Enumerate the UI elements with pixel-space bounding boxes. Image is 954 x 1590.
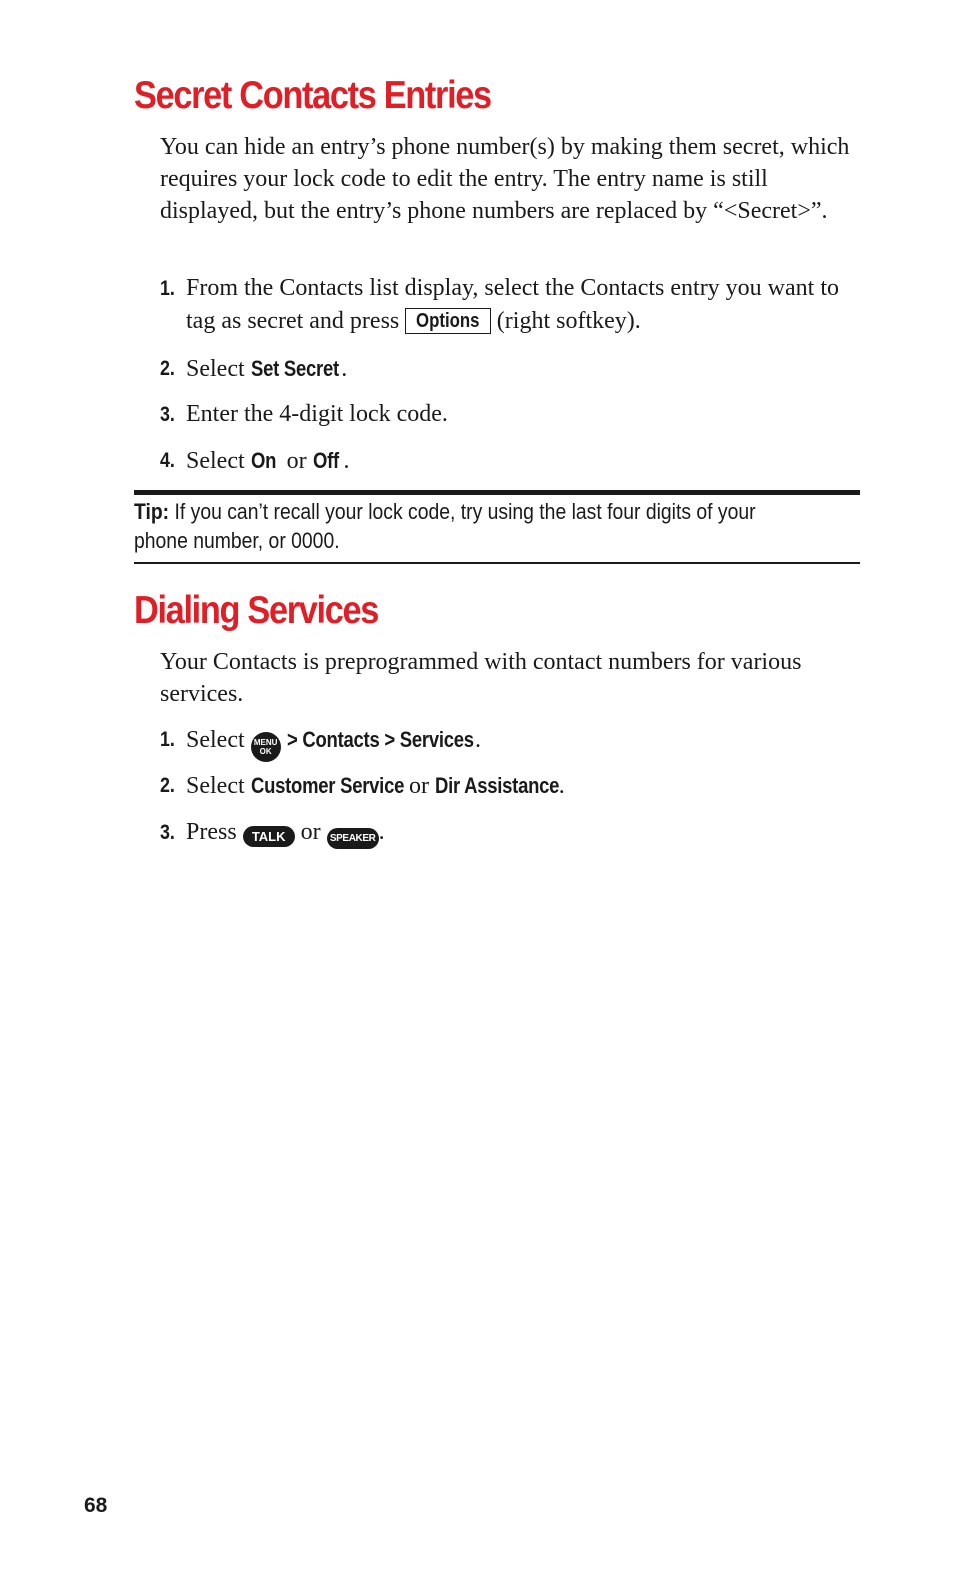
step-1-set-secret bbox=[160, 272, 860, 338]
step-4-set-secret bbox=[160, 444, 860, 478]
step-3-dialing bbox=[160, 816, 860, 849]
step-2-set-secret bbox=[160, 352, 860, 386]
section-title-dialing-services: Dialing Services bbox=[134, 589, 379, 632]
step-1-dialing bbox=[160, 723, 860, 762]
section-intro-dialing-services: Your Contacts is preprogrammed with contact numbers for various services. bbox=[160, 649, 802, 707]
step-number: 2. bbox=[160, 357, 175, 380]
menu-key-top-label: MENU bbox=[253, 738, 278, 747]
tip-top-rule bbox=[134, 490, 860, 495]
step-text: Enter the 4-digit lock code. bbox=[186, 401, 448, 427]
tip-text: If you can’t recall your lock code, try using the last four digits of your phone number, or 0000. bbox=[134, 499, 756, 553]
step-text-mid: or bbox=[286, 448, 307, 474]
step-text-post: (right softkey). bbox=[496, 308, 641, 334]
step-number: 2. bbox=[160, 774, 175, 797]
step-text bbox=[186, 352, 860, 386]
step-text-mid: or bbox=[408, 773, 429, 799]
page-number: 68 bbox=[84, 1494, 108, 1517]
step-text bbox=[186, 816, 860, 849]
step-2-dialing bbox=[160, 769, 860, 803]
menu-key-bottom-label: OK bbox=[259, 747, 272, 756]
tip-box bbox=[134, 497, 803, 555]
menu-option-dir-assistance: Dir Assistance bbox=[434, 773, 560, 798]
step-text-post: . bbox=[378, 819, 385, 845]
tip-label: Tip: bbox=[134, 499, 170, 524]
step-text-mid: or bbox=[300, 819, 321, 845]
speaker-key-icon: SPEAKER bbox=[327, 828, 379, 849]
step-number: 3. bbox=[160, 821, 175, 844]
section-intro-secret-contacts: You can hide an entry’s phone number(s) by making them secret, which requires your lock code to edit the entry. The entry name is still displayed, but the entry’s phone numbers are replaced by “<Secret>”. bbox=[160, 134, 850, 224]
options-softkey-icon bbox=[405, 308, 491, 334]
menu-option-customer-service: Customer Service bbox=[250, 773, 404, 798]
step-text-pre: From the Contacts list display, select the Contacts entry you want to tag as secret and press bbox=[186, 275, 840, 334]
menu-path-contacts-services: > Contacts > Services bbox=[286, 727, 474, 752]
softkey-label: Options bbox=[416, 310, 480, 332]
menu-option-off: Off bbox=[312, 448, 339, 473]
step-text-pre: Select bbox=[186, 448, 245, 474]
step-3-set-secret bbox=[160, 398, 860, 431]
step-text bbox=[186, 272, 860, 338]
step-text bbox=[186, 444, 860, 478]
step-number: 1. bbox=[160, 728, 175, 751]
menu-option-on: On bbox=[250, 448, 276, 473]
step-text-pre: Select bbox=[186, 773, 245, 799]
menu-ok-key-icon bbox=[251, 732, 281, 762]
step-text-pre: Press bbox=[186, 819, 237, 845]
step-number: 4. bbox=[160, 449, 175, 472]
step-text-pre: Select bbox=[186, 356, 245, 382]
step-text-post: . bbox=[558, 773, 565, 799]
menu-option-set-secret: Set Secret bbox=[250, 356, 339, 381]
step-text bbox=[186, 723, 860, 762]
step-text-pre: Select bbox=[186, 727, 245, 753]
tip-bottom-rule bbox=[134, 562, 860, 564]
step-number: 1. bbox=[160, 277, 175, 300]
section-title-secret-contacts: Secret Contacts Entries bbox=[134, 74, 491, 117]
step-number: 3. bbox=[160, 403, 175, 426]
step-text bbox=[186, 769, 860, 803]
step-text-post: . bbox=[341, 356, 348, 382]
step-text-post: . bbox=[475, 727, 482, 753]
step-text-post: . bbox=[343, 448, 350, 474]
talk-key-icon: TALK bbox=[243, 826, 295, 847]
